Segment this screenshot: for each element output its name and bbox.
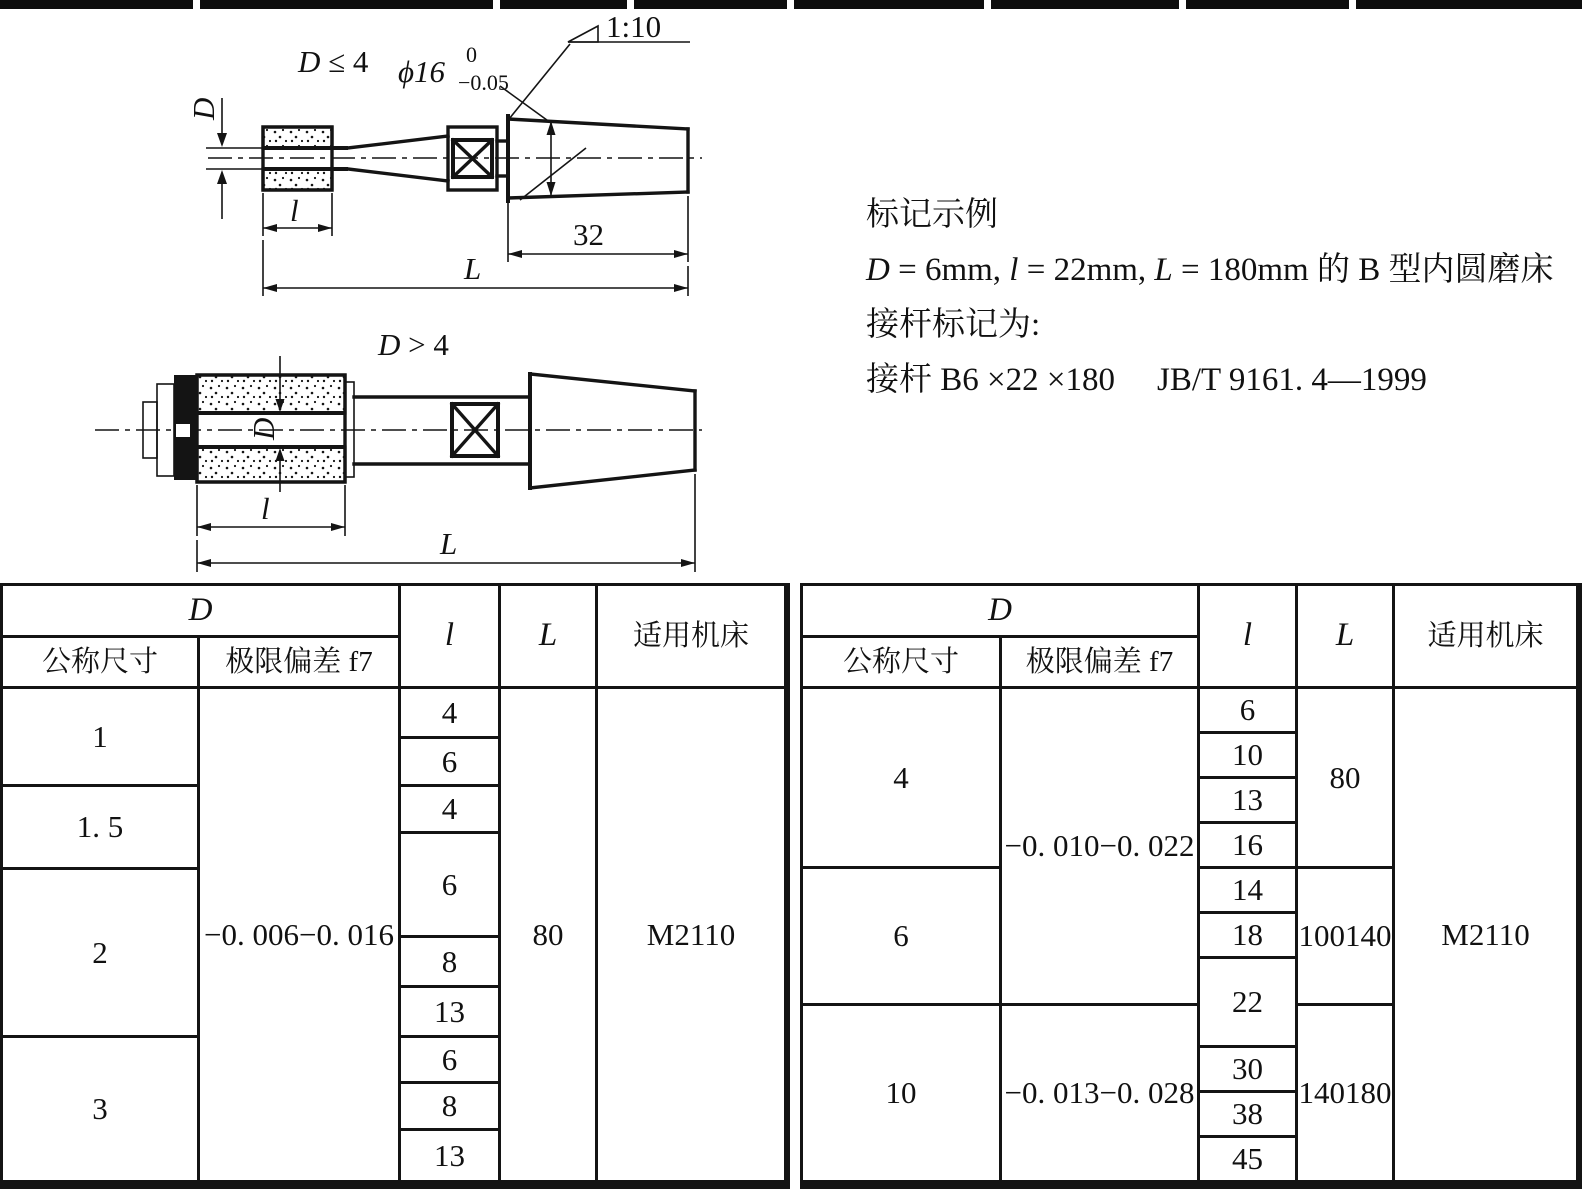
cell-tolerance: −0. 010 −0. 022 <box>1002 689 1200 1006</box>
cell-l: 4 <box>401 787 501 834</box>
example-title: 标记示例 <box>866 197 998 233</box>
cell-L: 80 <box>1298 689 1395 869</box>
header-machine: 适用机床 <box>598 586 787 689</box>
wheel2-section-bottom <box>197 447 345 482</box>
header-l: l <box>401 586 501 689</box>
cell-l: 45 <box>1200 1138 1298 1183</box>
fig1-taper-label: 1:10 <box>606 9 662 44</box>
fig1-dim-32: 32 <box>573 217 604 252</box>
fig2-condition-label: D > 4 <box>378 327 449 362</box>
header-L: L <box>501 586 598 689</box>
fig2-dim-D: D <box>246 417 281 440</box>
header-L: L <box>1298 586 1395 689</box>
cell-d: 10 <box>803 1006 1002 1183</box>
figure-large-diameter <box>95 327 702 572</box>
cell-d: 1 <box>3 689 200 787</box>
dimension-table-right <box>800 583 1582 1189</box>
cell-L: 140 180 <box>1298 1006 1395 1183</box>
header-machine: 适用机床 <box>1395 586 1579 689</box>
header-l: l <box>1200 586 1298 689</box>
fig1-tolerance-lower: −0.05 <box>458 70 509 95</box>
wheel2-section-top <box>197 375 345 413</box>
cell-tolerance: −0. 006 −0. 016 <box>200 689 401 1183</box>
figure-small-diameter <box>186 9 702 296</box>
fig1-dim-l: l <box>290 193 299 228</box>
standard-number: JB/T 9161. 4—1999 <box>1156 362 1427 398</box>
designation: 接杆 B6 ×22 ×180 <box>866 362 1115 398</box>
taper-symbol-icon <box>509 26 690 119</box>
cell-d: 1. 5 <box>3 787 200 870</box>
arbor-drawings <box>0 0 780 583</box>
header-nominal: 公称尺寸 <box>3 638 200 689</box>
dimension-table-left <box>0 583 790 1189</box>
cell-d: 4 <box>803 689 1002 869</box>
cell-l: 22 <box>1200 959 1298 1048</box>
cell-d: 2 <box>3 870 200 1038</box>
header-nominal: 公称尺寸 <box>803 638 1002 689</box>
fig1-dim-D: D <box>186 97 221 120</box>
cell-l: 38 <box>1200 1093 1298 1138</box>
cell-l: 8 <box>401 938 501 988</box>
cell-l: 4 <box>401 689 501 739</box>
cell-l: 30 <box>1200 1048 1298 1093</box>
wheel-section-top <box>263 127 332 148</box>
fig1-dim-L: L <box>464 251 482 286</box>
fig1-diameter-label: ϕ16 <box>398 54 446 89</box>
cell-l: 13 <box>401 988 501 1038</box>
cell-l: 6 <box>1200 689 1298 734</box>
cell-l: 13 <box>1200 779 1298 824</box>
cell-l: 6 <box>401 1038 501 1084</box>
fig1-tolerance-upper: 0 <box>466 42 477 67</box>
example-spec: D = 6mm, l = 22mm, L = 180mm 的 B 型内圆磨床 <box>866 252 1554 288</box>
cell-d: 3 <box>3 1038 200 1183</box>
fig2-dim-l: l <box>261 491 270 526</box>
cell-l: 18 <box>1200 914 1298 959</box>
header-D: D <box>3 586 401 638</box>
header-D: D <box>803 586 1200 638</box>
wheel-section-bottom <box>263 169 332 190</box>
example-line3: 接杆标记为: <box>866 307 1041 343</box>
header-tolerance: 极限偏差 f7 <box>200 638 401 689</box>
fig1-condition-label: D ≤ 4 <box>298 44 369 79</box>
example-designation-line <box>866 353 1576 408</box>
fig2-dim-L: L <box>440 526 458 561</box>
cell-tolerance: −0. 013 −0. 028 <box>1002 1006 1200 1183</box>
marking-example <box>866 188 1576 408</box>
cell-L: 80 <box>501 689 598 1183</box>
cell-l: 14 <box>1200 869 1298 914</box>
cell-l: 8 <box>401 1084 501 1131</box>
cell-machine: M2110 <box>598 689 787 1183</box>
cell-l: 16 <box>1200 824 1298 869</box>
cell-l: 6 <box>401 834 501 938</box>
cell-l: 10 <box>1200 734 1298 779</box>
cell-L: 100 140 <box>1298 869 1395 1006</box>
cell-l: 13 <box>401 1131 501 1183</box>
cell-d: 6 <box>803 869 1002 1006</box>
cell-l: 6 <box>401 739 501 787</box>
header-tolerance: 极限偏差 f7 <box>1002 638 1200 689</box>
cell-machine: M2110 <box>1395 689 1579 1183</box>
